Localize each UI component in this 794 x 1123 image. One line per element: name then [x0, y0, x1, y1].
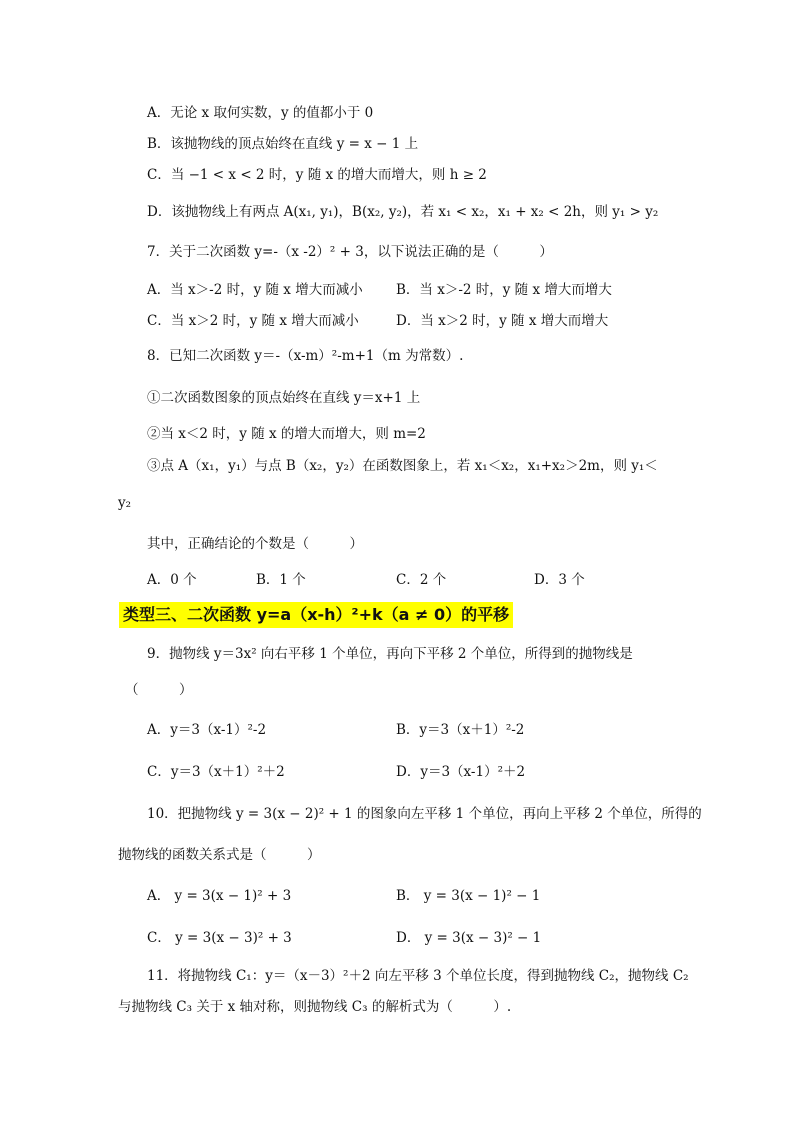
q10-option-d: D． y = 3(x − 3)² − 1 [396, 930, 542, 946]
q8-statement-2: ②当 x＜2 时，y 随 x 的增大而增大，则 m=2 [147, 426, 426, 442]
section-heading: 类型三、二次函数 y=a（x-h）²+k（a ≠ 0）的平移 [119, 602, 513, 628]
q8-option-d: D．3 个 [534, 572, 585, 588]
q8-option-a: A．0 个 [147, 572, 197, 588]
q9-option-a: A．y＝3（x-1）²-2 [147, 722, 267, 738]
q7-option-d: D．当 x＞2 时，y 随 x 增大而增大 [396, 313, 609, 329]
q8-option-c: C．2 个 [396, 572, 447, 588]
q9-option-c: C．y＝3（x＋1）²＋2 [147, 764, 285, 780]
q8-statement-3-continuation: y₂ [118, 495, 132, 511]
q6-option-c: C．当 −1 < x < 2 时，y 随 x 的增大而增大，则 h ≥ 2 [147, 167, 487, 183]
q11-stem-continuation: 与抛物线 C₃ 关于 x 轴对称，则抛物线 C₃ 的解析式为（ ）. [118, 999, 512, 1015]
q8-count-prompt: 其中，正确结论的个数是（ ） [147, 536, 363, 552]
q7-option-a: A．当 x＞-2 时，y 随 x 增大而减小 [147, 282, 363, 298]
q9-option-d: D．y＝3（x-1）²＋2 [396, 764, 526, 780]
q8-option-b: B．1 个 [256, 572, 306, 588]
q7-option-c: C．当 x＞2 时，y 随 x 增大而减小 [147, 313, 359, 329]
q8-stem: 8．已知二次函数 y＝-（x-m）²-m+1（m 为常数）. [147, 348, 464, 364]
q11-stem: 11．将抛物线 C₁：y＝（x－3）²＋2 向左平移 3 个单位长度，得到抛物线 C₂，抛物线 C₂ [147, 968, 689, 984]
q6-option-b: B．该抛物线的顶点始终在直线 y = x − 1 上 [147, 136, 419, 152]
q8-statement-1: ①二次函数图象的顶点始终在直线 y＝x+1 上 [147, 390, 421, 406]
q10-stem: 10．把抛物线 y = 3(x − 2)² + 1 的图象向左平移 1 个单位，再向上平移 2 个单位，所得的 [147, 806, 702, 822]
q9-stem: 9．抛物线 y＝3x² 向右平移 1 个单位，再向下平移 2 个单位，所得到的抛物线是 [147, 646, 633, 662]
q10-option-c: C． y = 3(x − 3)² + 3 [147, 930, 292, 946]
q7-option-b: B．当 x＞-2 时，y 随 x 增大而增大 [396, 282, 612, 298]
q6-option-d: D．该抛物线上有两点 A(x₁, y₁)，B(x₂, y₂)，若 x₁ < x₂，x₁ + x₂ < 2h，则 y₁ > y₂ [147, 204, 659, 220]
q10-option-a: A． y = 3(x − 1)² + 3 [147, 888, 292, 904]
q7-stem: 7．关于二次函数 y=-（x -2）² + 3，以下说法正确的是（ ） [147, 244, 553, 260]
q9-answer-paren: （ ） [125, 682, 193, 698]
q6-option-a: A．无论 x 取何实数，y 的值都小于 0 [147, 105, 374, 121]
q9-option-b: B．y＝3（x＋1）²-2 [396, 722, 525, 738]
q10-stem-continuation: 抛物线的函数关系式是（ ） [118, 847, 321, 863]
q10-option-b: B． y = 3(x − 1)² − 1 [396, 888, 541, 904]
q8-statement-3: ③点 A（x₁，y₁）与点 B（x₂，y₂）在函数图象上，若 x₁＜x₂，x₁+x₂＞2m，则 y₁＜ [147, 458, 658, 474]
